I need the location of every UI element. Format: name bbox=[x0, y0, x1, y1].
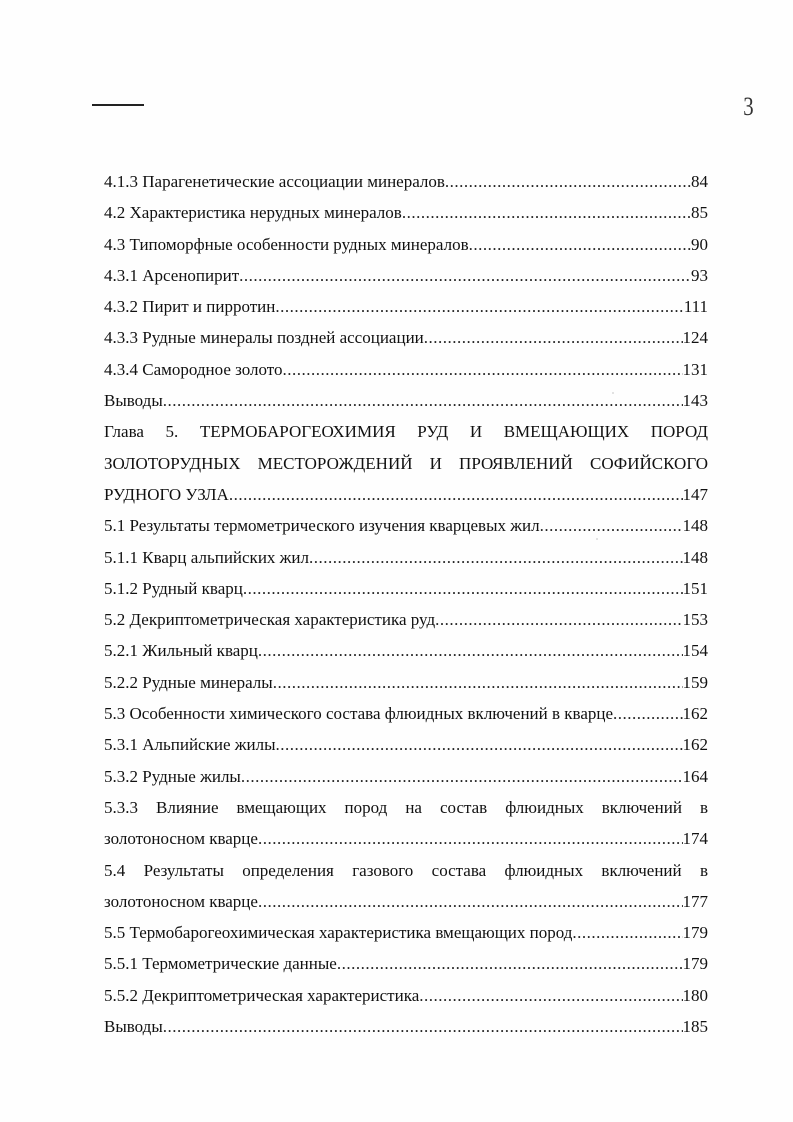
chapter-heading-entry bbox=[104, 479, 708, 510]
toc-entry bbox=[104, 197, 708, 228]
toc-leader-dots bbox=[469, 229, 691, 260]
toc-leader-dots bbox=[540, 510, 683, 541]
toc-entry-title: 5.5.1 Термометрические данные bbox=[104, 954, 337, 974]
toc-leader-dots bbox=[243, 573, 683, 604]
toc-entry-title: 5.3.3 Влияние вмещающих пород на состав флюидных включений в bbox=[104, 797, 708, 817]
toc-entry-page: 85 bbox=[691, 203, 708, 223]
toc-entry bbox=[104, 917, 708, 948]
toc-entry-title: 5.3.1 Альпийские жилы bbox=[104, 735, 276, 755]
toc-entry-title: 4.2 Характеристика нерудных минералов bbox=[104, 203, 402, 223]
toc-entry bbox=[104, 1011, 708, 1042]
toc-entry bbox=[104, 260, 708, 291]
toc-leader-dots bbox=[275, 291, 683, 322]
chapter-heading-line bbox=[104, 416, 708, 447]
toc-entry-page: 151 bbox=[682, 578, 708, 598]
toc-leader-dots bbox=[163, 1011, 683, 1042]
toc-entry-page: 180 bbox=[682, 985, 708, 1005]
toc-entry-title: золотоносном кварце bbox=[104, 891, 258, 911]
toc-entry-page: 90 bbox=[691, 234, 708, 254]
toc-entry-multiline bbox=[104, 855, 708, 886]
toc-leader-dots bbox=[445, 166, 691, 197]
toc-entry bbox=[104, 667, 708, 698]
toc-entry-page: 147 bbox=[682, 484, 708, 504]
toc-entry bbox=[104, 886, 708, 917]
toc-leader-dots bbox=[402, 197, 691, 228]
toc-entry bbox=[104, 948, 708, 979]
toc-entry-title: 4.3.4 Самородное золото bbox=[104, 359, 283, 379]
toc-entry bbox=[104, 729, 708, 760]
toc-entry bbox=[104, 510, 708, 541]
toc-entry bbox=[104, 229, 708, 260]
toc-entry bbox=[104, 823, 708, 854]
toc-entry-title: 5.5 Термобарогеохимическая характеристика вмещающих пород bbox=[104, 923, 573, 943]
toc-leader-dots bbox=[572, 917, 682, 948]
toc-entry bbox=[104, 542, 708, 573]
toc-leader-dots bbox=[163, 385, 683, 416]
toc-leader-dots bbox=[258, 635, 683, 666]
toc-entry-page: 174 bbox=[682, 829, 708, 849]
toc-entry-page: 124 bbox=[682, 328, 708, 348]
toc-leader-dots bbox=[258, 886, 683, 917]
page-number: 3 bbox=[743, 92, 754, 121]
toc-entry bbox=[104, 980, 708, 1011]
toc-leader-dots bbox=[239, 260, 691, 291]
toc-entry-title: 5.4 Результаты определения газового состава флюидных включений в bbox=[104, 860, 708, 880]
toc-entry-title: Выводы bbox=[104, 391, 163, 411]
toc-entry-title: золотоносном кварце bbox=[104, 829, 258, 849]
toc-entry bbox=[104, 322, 708, 353]
toc-entry bbox=[104, 385, 708, 416]
toc-leader-dots bbox=[337, 948, 683, 979]
chapter-heading-text: Глава 5. ТЕРМОБАРОГЕОХИМИЯ РУД И ВМЕЩАЮЩИХ ПОРОД bbox=[104, 422, 708, 442]
toc-entry-page: 162 bbox=[682, 704, 708, 724]
toc-entry-title: 5.5.2 Декриптометрическая характеристика bbox=[104, 985, 420, 1005]
toc-entry-title: 4.3.2 Пирит и пирротин bbox=[104, 297, 276, 317]
toc-entry-page: 153 bbox=[682, 610, 708, 630]
toc-entry-page: 164 bbox=[682, 766, 708, 786]
toc-entry-page: 177 bbox=[682, 891, 708, 911]
toc-leader-dots bbox=[283, 354, 683, 385]
top-dash-mark bbox=[92, 104, 144, 106]
chapter-heading-line bbox=[104, 448, 708, 479]
toc-entry-multiline bbox=[104, 792, 708, 823]
toc-entry-title: 5.1 Результаты термометрического изучения кварцевых жил bbox=[104, 516, 540, 536]
toc-entry-page: 143 bbox=[682, 391, 708, 411]
toc-entry-title: 5.2.1 Жильный кварц bbox=[104, 641, 258, 661]
toc-leader-dots bbox=[424, 322, 683, 353]
toc-leader-dots bbox=[273, 667, 683, 698]
toc-leader-dots bbox=[419, 980, 682, 1011]
toc-entry-title: 5.2 Декриптометрическая характеристика руд bbox=[104, 610, 436, 630]
toc-entry-page: 179 bbox=[682, 923, 708, 943]
toc-leader-dots bbox=[309, 542, 683, 573]
toc-entry bbox=[104, 761, 708, 792]
toc-entry bbox=[104, 635, 708, 666]
toc-leader-dots bbox=[276, 729, 683, 760]
toc-entry-title: 4.3.1 Арсенопирит bbox=[104, 265, 240, 285]
toc-leader-dots bbox=[229, 479, 683, 510]
toc-entry-page: 179 bbox=[682, 954, 708, 974]
toc-entry-page: 84 bbox=[691, 172, 708, 191]
toc-entry-page: 159 bbox=[682, 672, 708, 692]
toc-entry bbox=[104, 291, 708, 322]
toc-entry-title: 4.3 Типоморфные особенности рудных минералов bbox=[104, 234, 469, 254]
toc-entry-title: Выводы bbox=[104, 1017, 163, 1037]
toc-leader-dots bbox=[258, 823, 683, 854]
toc-entry-page: 148 bbox=[682, 516, 708, 536]
toc-entry bbox=[104, 698, 708, 729]
toc-leader-dots bbox=[435, 604, 682, 635]
toc-entry-title: 5.1.1 Кварц альпийских жил bbox=[104, 547, 309, 567]
toc-leader-dots bbox=[241, 761, 683, 792]
toc-entry-title: 5.1.2 Рудный кварц bbox=[104, 578, 243, 598]
toc-entry-title: 5.3.2 Рудные жилы bbox=[104, 766, 241, 786]
toc-entry-title: 4.1.3 Парагенетические ассоциации минералов bbox=[104, 172, 445, 191]
toc-entry-page: 131 bbox=[682, 359, 708, 379]
toc-entry-page: 111 bbox=[683, 297, 708, 317]
toc-entry bbox=[104, 166, 708, 197]
toc-entry bbox=[104, 604, 708, 635]
toc-leader-dots bbox=[613, 698, 682, 729]
toc-entry-page: 93 bbox=[691, 265, 708, 285]
toc-entry-page: 162 bbox=[682, 735, 708, 755]
table-of-contents bbox=[104, 166, 708, 1042]
toc-entry-page: 148 bbox=[682, 547, 708, 567]
toc-entry-title: 5.2.2 Рудные минералы bbox=[104, 672, 273, 692]
chapter-heading-text: РУДНОГО УЗЛА bbox=[104, 484, 229, 504]
toc-entry bbox=[104, 573, 708, 604]
toc-entry-title: 4.3.3 Рудные минералы поздней ассоциации bbox=[104, 328, 424, 348]
toc-entry-page: 185 bbox=[682, 1017, 708, 1037]
toc-entry-page: 154 bbox=[682, 641, 708, 661]
chapter-heading-text: ЗОЛОТОРУДНЫХ МЕСТОРОЖДЕНИЙ И ПРОЯВЛЕНИЙ СОФИЙСКОГО bbox=[104, 453, 708, 473]
toc-entry-title: 5.3 Особенности химического состава флюидных включений в кварце bbox=[104, 704, 614, 724]
toc-entry bbox=[104, 354, 708, 385]
